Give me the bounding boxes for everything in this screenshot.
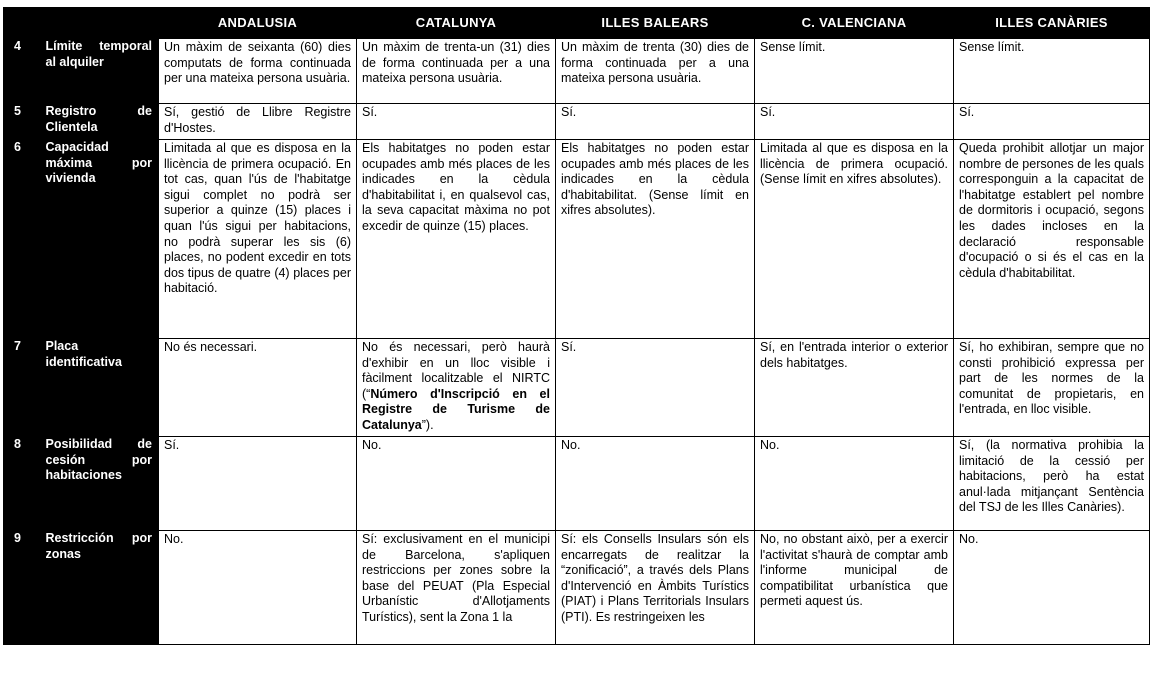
cell-illes-canaries: Sí, ho exhibiran, sempre que no consti prohibició expressa per part de les normes de la comunitat de propietaris, en l'entrada, en lloc visible. <box>954 339 1150 437</box>
row-number: 5 <box>4 104 42 140</box>
row-label: Restricción por zonas <box>42 531 159 645</box>
cell-illes-canaries: Sense límit. <box>954 39 1150 104</box>
comparison-table <box>3 7 1150 645</box>
cell-illes-canaries <box>954 531 1150 645</box>
cell-catalunya: Un màxim de trenta-un (31) dies de forma continuada per a una mateixa persona usuària. <box>357 39 556 104</box>
row-label: Posibilidad de cesión por habitaciones <box>42 437 159 531</box>
table-row <box>4 39 1150 104</box>
table-row <box>4 104 1150 140</box>
row-number: 6 <box>4 140 42 339</box>
cell-text: No. <box>959 532 979 546</box>
cell-illes-balears: Sí. <box>556 104 755 140</box>
header-illes-balears: ILLES BALEARS <box>556 8 755 39</box>
cell-catalunya: Sí. <box>357 104 556 140</box>
header-num <box>4 8 42 39</box>
table-row <box>4 437 1150 531</box>
row-number: 9 <box>4 531 42 645</box>
cell-illes-canaries: Sí, (la normativa prohibia la limitació de la cessió per habitacions, però ha estat anul·lada mitjançant Sentència del TSJ de les Illes Canàries). <box>954 437 1150 531</box>
cell-text: No és necessari, però haurà d'exhibir en un lloc visible i fàcilment localitzable el NIRTC (“ <box>362 340 550 401</box>
cell-c-valenciana: No. <box>755 437 954 531</box>
cell-catalunya <box>357 531 556 645</box>
cell-andalusia: Sí, gestió de Llibre Registre d'Hostes. <box>159 104 357 140</box>
cell-c-valenciana: Sense límit. <box>755 39 954 104</box>
cell-text: No, no obstant això, per a exercir l'activitat s'haurà de comptar amb l'informe municipal de compatibilitat urbanística que permeti aquest ús. <box>760 532 948 609</box>
cell-illes-balears: No. <box>556 437 755 531</box>
row-label: Placa identificativa <box>42 339 159 437</box>
cell-illes-balears: Sí. <box>556 339 755 437</box>
header-c-valenciana: C. VALENCIANA <box>755 8 954 39</box>
cell-c-valenciana: Sí, en l'entrada interior o exterior dels habitatges. <box>755 339 954 437</box>
header-andalusia: ANDALUSIA <box>159 8 357 39</box>
row-label: Registro de Clientela <box>42 104 159 140</box>
header-row <box>4 8 1150 39</box>
cell-catalunya: No. <box>357 437 556 531</box>
row-number: 7 <box>4 339 42 437</box>
cell-c-valenciana <box>755 531 954 645</box>
header-catalunya: CATALUNYA <box>357 8 556 39</box>
cell-andalusia: Limitada al que es disposa en la llicència de primera ocupació. En tot cas, quan l'ús de l'habitatge sigui complet no podrà ser superior a quinze (15) places i quan l'ús sigui per habitacions, no podrà superar les sis (6) places, no podent excedir en tots dos tipus de quatre (4) places per habitació. <box>159 140 357 339</box>
cell-c-valenciana: Limitada al que es disposa en la llicència de primera ocupació. (Sense límit en xifres absolutes). <box>755 140 954 339</box>
cell-text: No. <box>164 532 184 546</box>
row-number: 8 <box>4 437 42 531</box>
cell-text: Sí: exclusivament en el municipi de Barcelona, s'apliquen restriccions per zones sobre la base del PEUAT (Pla Especial Urbanístic d'Allotjaments Turístics), sent la Zona 1 la <box>362 532 550 624</box>
table-row <box>4 339 1150 437</box>
cell-andalusia: Un màxim de seixanta (60) dies computats de forma continuada per una mateixa persona usuària. <box>159 39 357 104</box>
cell-andalusia: Sí. <box>159 437 357 531</box>
cell-catalunya: Els habitatges no poden estar ocupades amb més places de les indicades en la cèdula d'habitabilitat i, en qualsevol cas, la seva capacitat màxima no pot excedir de quinze (15) places. <box>357 140 556 339</box>
cell-c-valenciana: Sí. <box>755 104 954 140</box>
cell-illes-canaries: Sí. <box>954 104 1150 140</box>
cell-illes-balears: Els habitatges no poden estar ocupades amb més places de les indicades en la cèdula d'habitabilitat. (Sense límit en xifres absolutes). <box>556 140 755 339</box>
row-label: Límite temporal al alquiler <box>42 39 159 104</box>
cell-andalusia: No és necessari. <box>159 339 357 437</box>
cell-illes-balears: Un màxim de trenta (30) dies de forma continuada per a una mateixa persona usuària. <box>556 39 755 104</box>
table-row <box>4 531 1150 645</box>
row-label: Capacidad máxima por vivienda <box>42 140 159 339</box>
cell-text: ”). <box>421 417 434 432</box>
header-label <box>42 8 159 39</box>
cell-bold-text: Número d'Inscripció en el Registre de Turisme de Catalunya <box>362 386 550 432</box>
cell-catalunya <box>357 339 556 437</box>
header-illes-canaries: ILLES CANÀRIES <box>954 8 1150 39</box>
cell-text: Sí: els Consells Insulars són els encarregats de realitzar la “zonificació”, a través dels Plans d'Intervenció en Àmbits Turístics (PIAT) i Plans Territorials Insulars (PTI). Es restringeixen les <box>561 532 749 624</box>
cell-illes-canaries: Queda prohibit allotjar un major nombre de persones de les quals corresponguin a la capacitat de l'habitatge establert pel nombre de dormitoris i ocupació, segons les dades incloses en la declaració responsable d'ocupació o si és el cas en la cèdula d'habitabilitat. <box>954 140 1150 339</box>
row-number: 4 <box>4 39 42 104</box>
table-row <box>4 140 1150 339</box>
cell-illes-balears <box>556 531 755 645</box>
cell-andalusia <box>159 531 357 645</box>
